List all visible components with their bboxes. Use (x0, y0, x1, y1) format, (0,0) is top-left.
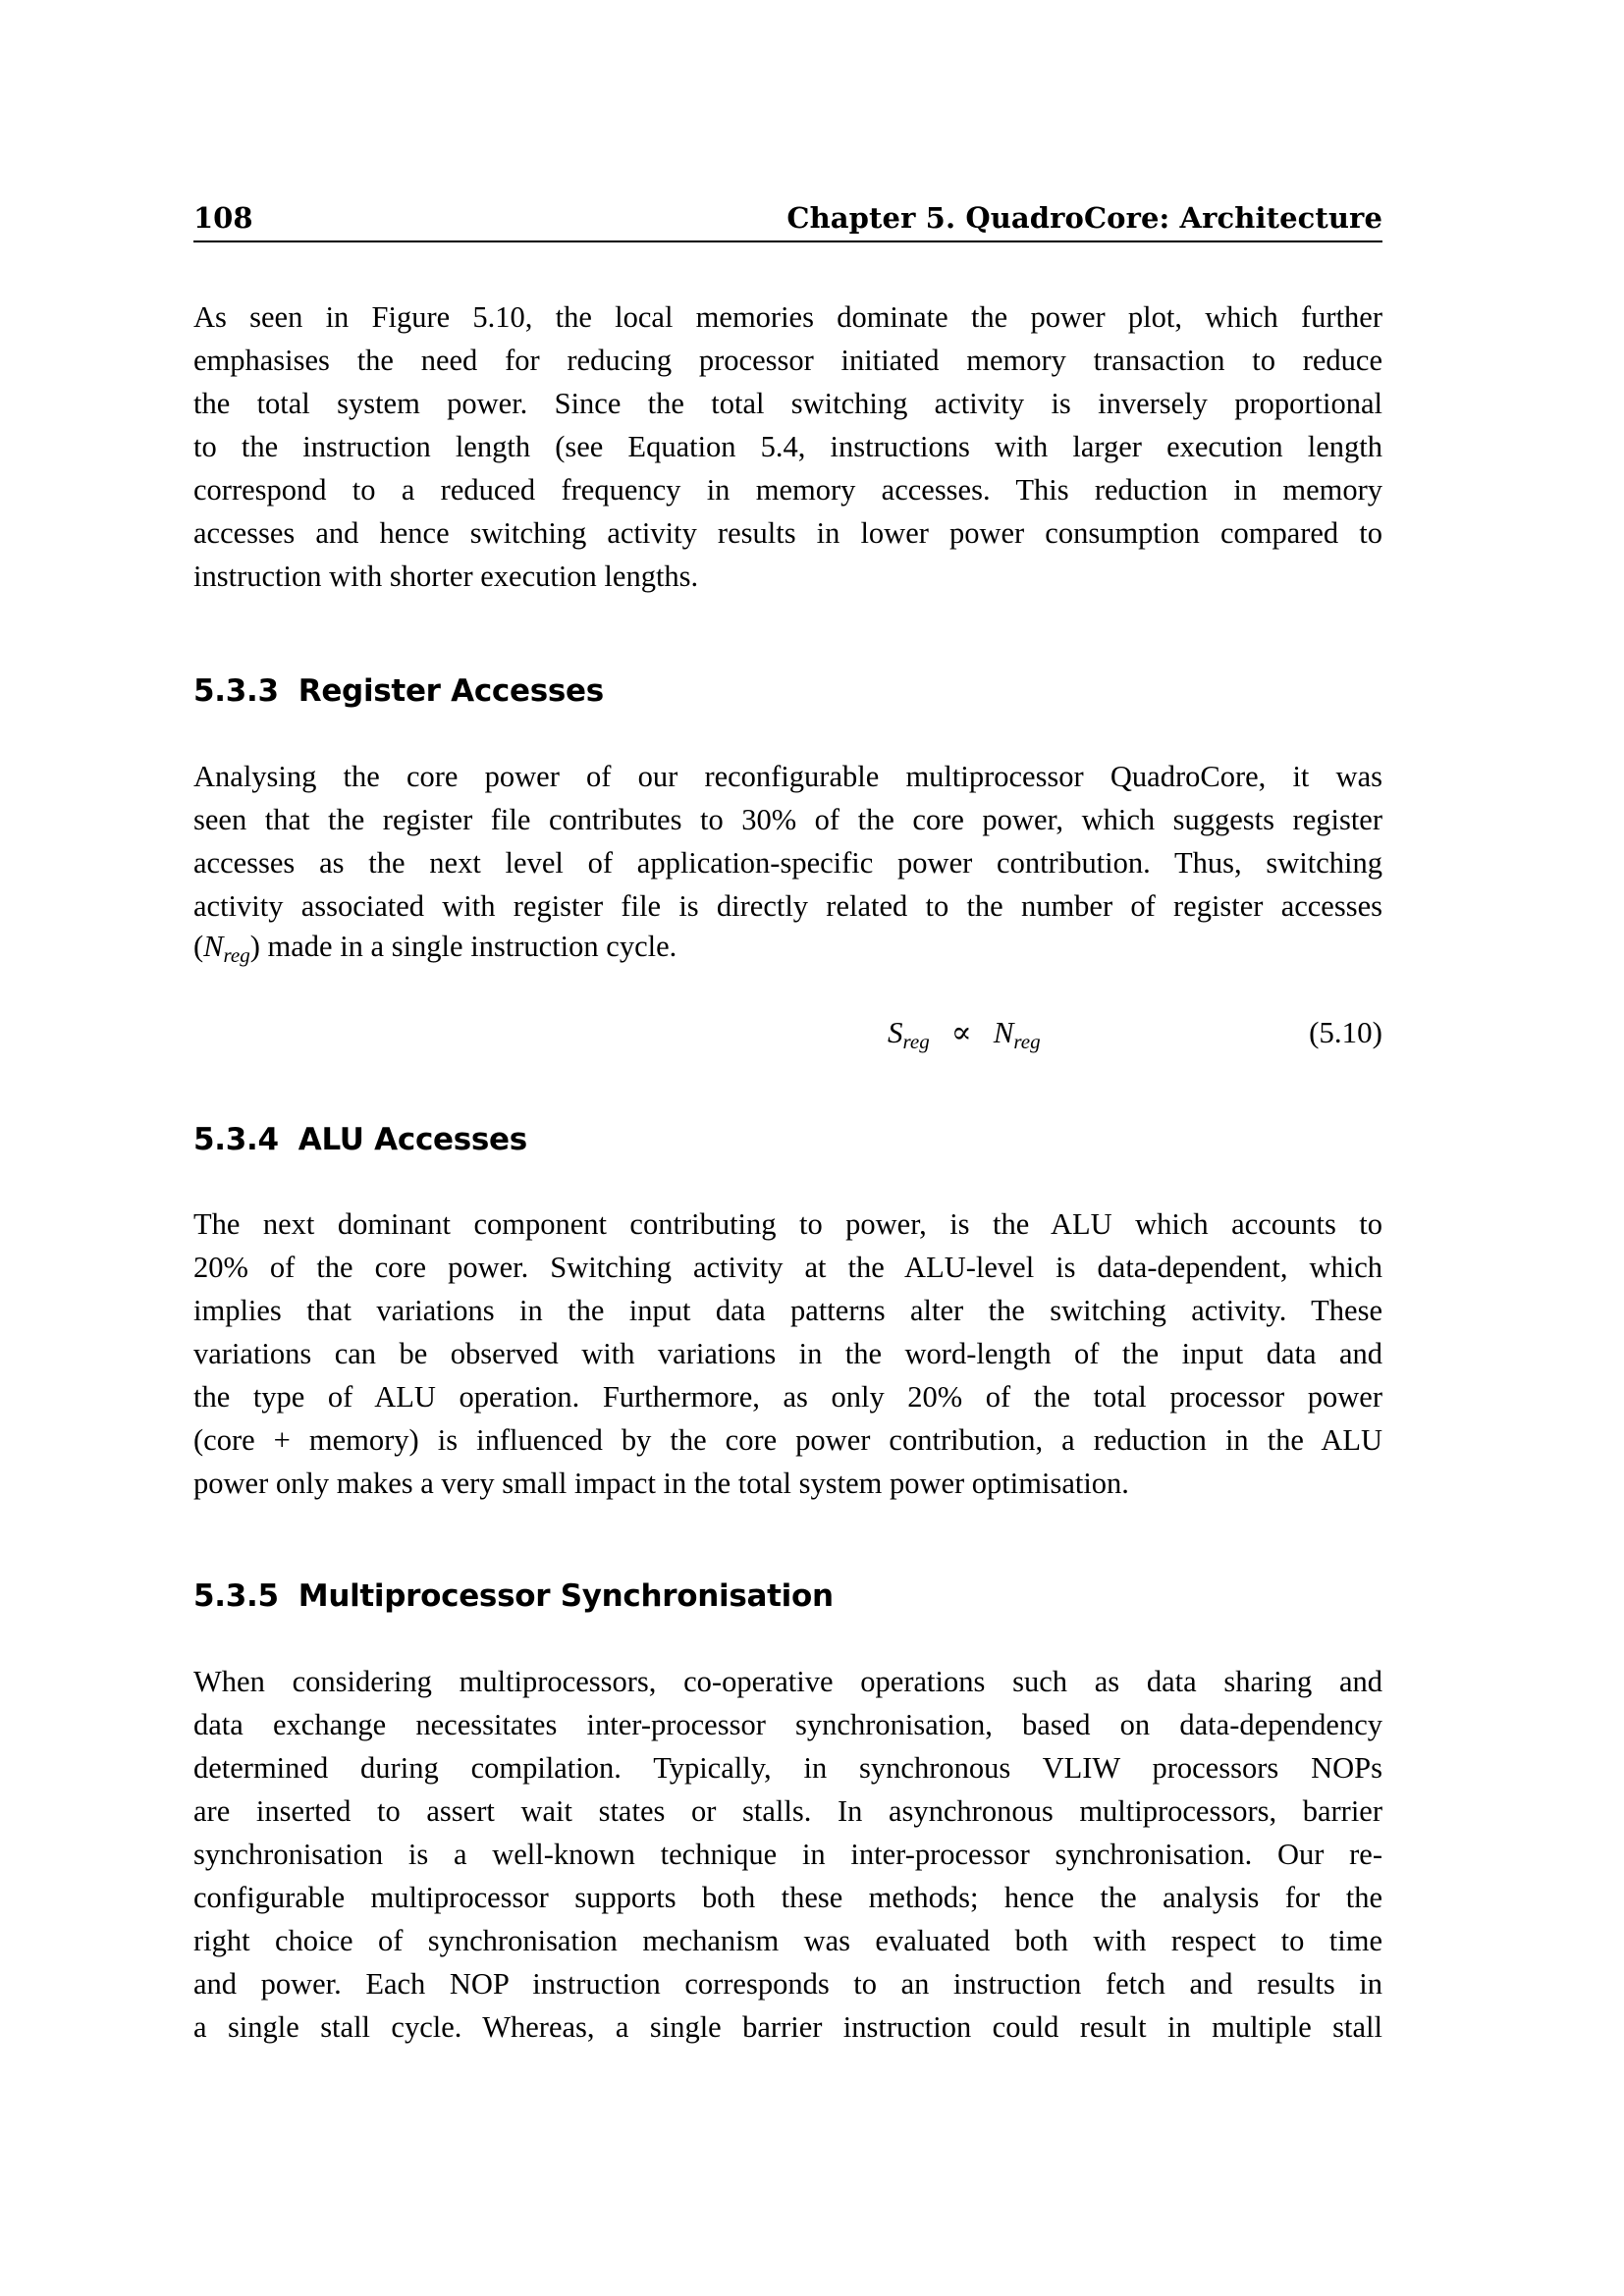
text-line: the type of ALU operation. Furthermore, as only 20% of the total processor power (193, 1380, 1382, 1414)
text-line: are inserted to assert wait states or stalls. In asynchronous multiprocessors, barrier (193, 1794, 1382, 1828)
equation-number: (5.10) (1309, 1015, 1382, 1049)
text-line: right choice of synchronisation mechanism was evaluated both with respect to time (193, 1924, 1382, 1957)
section-number: 5.3.4 (193, 1122, 279, 1157)
section-heading-5-3-3 (193, 669, 604, 713)
text-line: power only makes a very small impact in the total system power optimisation. (193, 1467, 1129, 1500)
equation-5-10 (193, 1011, 1382, 1054)
section-title: Multiprocessor Synchronisation (298, 1578, 834, 1614)
text-line: When considering multiprocessors, co-operative operations such as data sharing and (193, 1665, 1382, 1698)
section-title: Register Accesses (298, 673, 604, 709)
section-heading-5-3-5 (193, 1575, 834, 1618)
text-line: determined during compilation. Typically, in synchronous VLIW processors NOPs (193, 1751, 1382, 1785)
math-subscript: reg (223, 943, 250, 967)
text-line: seen that the register file contributes to 30% of the core power, which suggests register (193, 803, 1382, 836)
text-line: synchronisation is a well-known technique in inter-processor synchronisation. Our re- (193, 1838, 1382, 1871)
proportional-symbol: ∝ (950, 1015, 972, 1049)
text-line: accesses and hence switching activity results in lower power consumption compared to (193, 516, 1382, 550)
text-line: to the instruction length (see Equation 5.4, instructions with larger execution length (193, 430, 1382, 463)
text-line: accesses as the next level of application-specific power contribution. Thus, switching (193, 846, 1382, 880)
running-header (193, 198, 1382, 238)
section-number: 5.3.3 (193, 673, 279, 709)
text-line: The next dominant component contributing to power, is the ALU which accounts to (193, 1207, 1382, 1241)
text-line: correspond to a reduced frequency in memory accesses. This reduction in memory (193, 473, 1382, 507)
text-line: a single stall cycle. Whereas, a single barrier instruction could result in multiple stall (193, 2010, 1382, 2044)
section-number: 5.3.5 (193, 1578, 279, 1614)
equation-expression: $S_{reg} \propto N_{reg}$ (888, 1011, 1041, 1054)
section-title: ALU Accesses (298, 1122, 527, 1157)
header-rule (193, 240, 1382, 242)
page-number: 108 (193, 201, 253, 235)
text-line: implies that variations in the input data patterns alter the switching activity. These (193, 1294, 1382, 1327)
text-line: (core + memory) is influenced by the core power contribution, a reduction in the ALU (193, 1423, 1382, 1457)
text-line: emphasises the need for reducing processor initiated memory transaction to reduce (193, 344, 1382, 377)
text-line: 20% of the core power. Switching activity at the ALU-level is data-dependent, which (193, 1251, 1382, 1284)
text-line: Analysing the core power of our reconfigurable multiprocessor QuadroCore, it was (193, 760, 1382, 793)
chapter-title: Chapter 5. QuadroCore: Architecture (786, 201, 1382, 235)
text-line: $(N_{reg})$ made in a single instruction cycle. (193, 930, 677, 967)
text-line: variations can be observed with variations in the word-length of the input data and (193, 1337, 1382, 1370)
text-line: the total system power. Since the total switching activity is inversely proportional (193, 387, 1382, 420)
section-heading-5-3-4 (193, 1118, 527, 1161)
text-line: configurable multiprocessor supports both these methods; hence the analysis for the (193, 1881, 1382, 1914)
text-line: and power. Each NOP instruction corresponds to an instruction fetch and results in (193, 1967, 1382, 2001)
text-line: data exchange necessitates inter-processor synchronisation, based on data-dependency (193, 1708, 1382, 1741)
text-line: instruction with shorter execution lengths. (193, 560, 699, 593)
text-line: As seen in Figure 5.10, the local memories dominate the power plot, which further (193, 300, 1382, 334)
text-line: activity associated with register file is directly related to the number of register accesses (193, 889, 1382, 923)
math-symbol: N (203, 930, 224, 963)
